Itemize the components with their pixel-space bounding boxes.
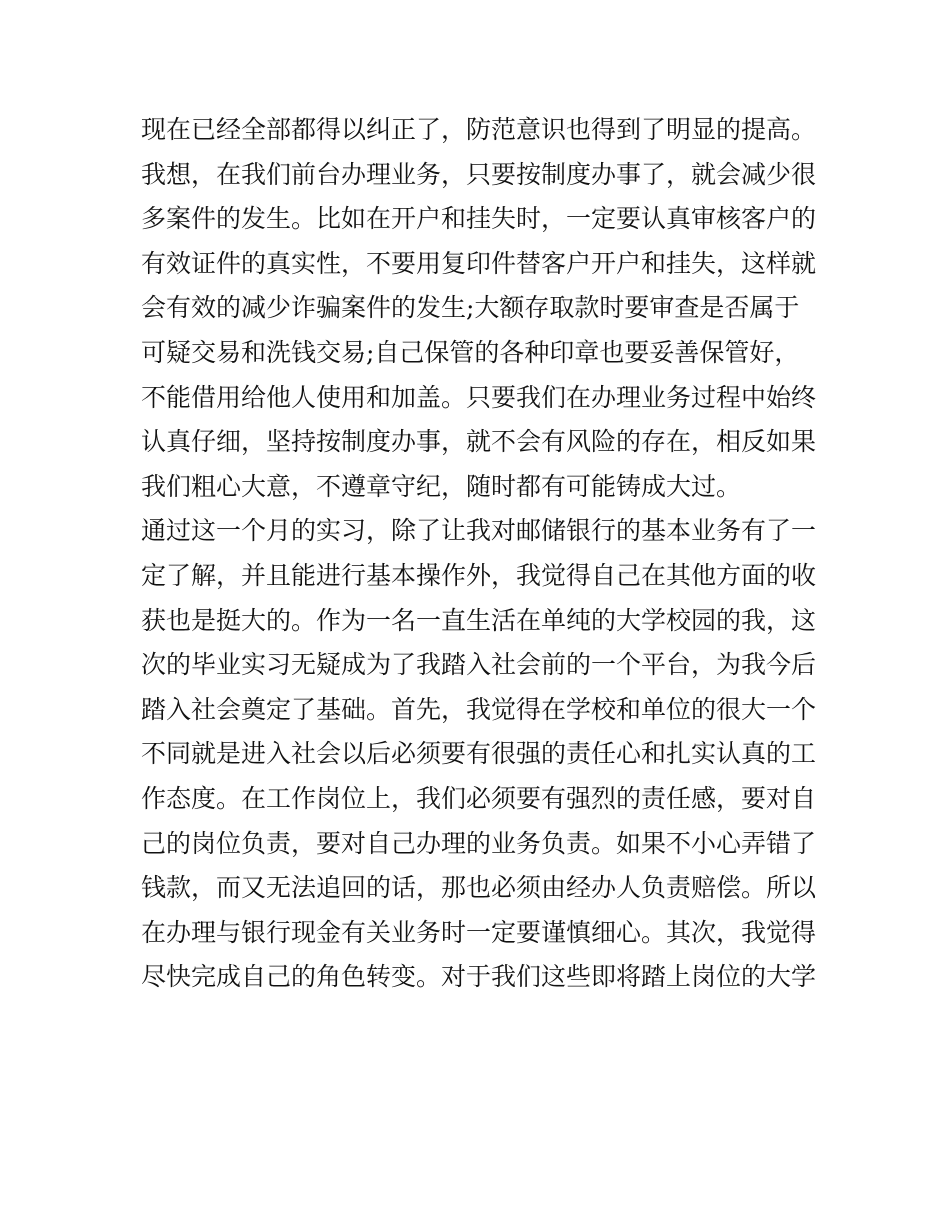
text-line: 我想，在我们前台办理业务，只要按制度办事了，就会减少很 — [141, 159, 817, 189]
text-line: 我们粗心大意，不遵章守纪，随时都有可能铸成大过。 — [141, 471, 742, 501]
text-line: 通过这一个月的实习，除了让我对邮储银行的基本业务有了一 — [141, 516, 817, 546]
text-line: 在办理与银行现金有关业务时一定要谨慎细心。其次，我觉得 — [141, 917, 817, 947]
text-line: 钱款，而又无法追回的话，那也必须由经办人负责赔偿。所以 — [141, 873, 817, 903]
text-line: 不同就是进入社会以后必须要有很强的责任心和扎实认真的工 — [141, 739, 817, 769]
text-line: 次的毕业实习无疑成为了我踏入社会前的一个平台，为我今后 — [141, 650, 817, 680]
text-line: 尽快完成自己的角色转变。对于我们这些即将踏上岗位的大学 — [141, 962, 817, 992]
text-line: 多案件的发生。比如在开户和挂失时，一定要认真审核客户的 — [141, 204, 817, 234]
text-line: 定了解，并且能进行基本操作外，我觉得自己在其他方面的收 — [141, 560, 817, 590]
text-line: 会有效的减少诈骗案件的发生;大额存取款时要审查是否属于 — [141, 293, 800, 323]
text-line: 踏入社会奠定了基础。首先，我觉得在学校和单位的很大一个 — [141, 694, 817, 724]
text-line: 不能借用给他人使用和加盖。只要我们在办理业务过程中始终 — [141, 382, 817, 412]
body-text — [141, 108, 821, 1000]
text-line: 作态度。在工作岗位上，我们必须要有强烈的责任感，要对自 — [141, 783, 817, 813]
text-line: 可疑交易和洗钱交易;自己保管的各种印章也要妥善保管好， — [141, 337, 800, 367]
text-line: 获也是挺大的。作为一名一直生活在单纯的大学校园的我，这 — [141, 605, 817, 635]
text-line: 己的岗位负责，要对自己办理的业务负责。如果不小心弄错了 — [141, 828, 817, 858]
text-line: 认真仔细，坚持按制度办事，就不会有风险的存在，相反如果 — [141, 427, 817, 457]
text-line: 现在已经全部都得以纠正了，防范意识也得到了明显的提高。 — [141, 115, 817, 144]
text-line: 有效证件的真实性，不要用复印件替客户开户和挂失，这样就 — [141, 248, 817, 278]
